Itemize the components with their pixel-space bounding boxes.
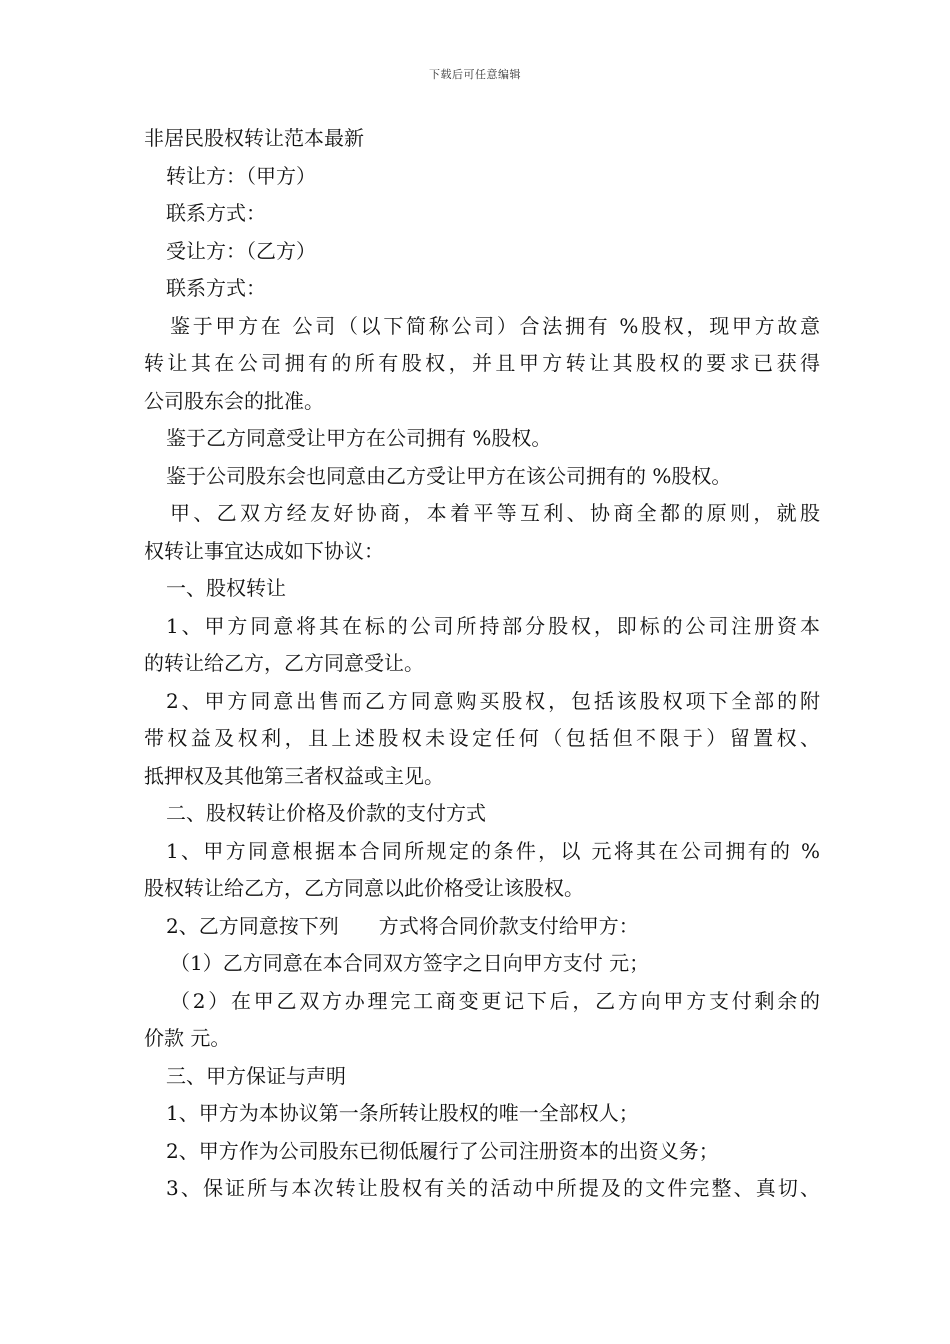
clause-line: 2、甲方同意出售而乙方同意购买股权，包括该股权项下全部的附	[166, 688, 820, 713]
recital-line: 公司股东会的批准。	[144, 388, 324, 413]
agreement-intro-line: 甲、乙双方经友好协商，本着平等互利、协商全都的原则，就股	[170, 501, 820, 525]
page-header-note: 下载后可任意编辑	[429, 68, 521, 81]
recital-line: 鉴于甲方在 公司（以下简称公司）合法拥有 %股权，现甲方故意	[170, 313, 820, 338]
recital-line: 鉴于公司股东会也同意由乙方受让甲方在该公司拥有的 %股权。	[166, 463, 732, 488]
clause-line: 带权益及权利，且上述股权未设定任何（包括但不限于）留置权、	[144, 726, 820, 750]
clause-line: 价款 元。	[144, 1026, 231, 1050]
clause-line: 1、甲方同意将其在标的公司所持部分股权，即标的公司注册资本	[166, 613, 820, 638]
document-body	[144, 120, 820, 1208]
transferor-contact-line: 联系方式：	[166, 201, 266, 225]
recital-line: 转让其在公司拥有的所有股权，并且甲方转让其股权的要求已获得	[144, 351, 820, 375]
document-title: 非居民股权转让范本最新	[144, 126, 364, 150]
clause-line: 1、甲方同意根据本合同所规定的条件，以 元将其在公司拥有的 %	[166, 838, 820, 863]
agreement-intro-line: 权转让事宜达成如下协议：	[144, 538, 384, 563]
clause-line: 1、甲方为本协议第一条所转让股权的唯一全部权人；	[166, 1101, 639, 1125]
recital-line: 鉴于乙方同意受让甲方在公司拥有 %股权。	[166, 426, 552, 450]
clause-line: （1）乙方同意在本合同双方签字之日向甲方支付 元；	[170, 951, 650, 975]
transferee-contact-line: 联系方式：	[166, 276, 266, 300]
clause-line: 股权转让给乙方，乙方同意以此价格受让该股权。	[144, 876, 584, 900]
transferor-line: 转让方：（甲方）	[166, 163, 316, 188]
section-heading: 二、股权转让价格及价款的支付方式	[166, 801, 486, 825]
clause-line: 3、保证所与本次转让股权有关的活动中所提及的文件完整、真切、	[166, 1176, 820, 1200]
clause-line: 的转让给乙方，乙方同意受让。	[144, 651, 424, 675]
section-heading: 一、股权转让	[166, 576, 286, 600]
clause-line: 抵押权及其他第三者权益或主见。	[144, 763, 444, 788]
section-heading: 三、甲方保证与声明	[166, 1063, 346, 1088]
transferee-line: 受让方：（乙方）	[166, 238, 316, 263]
clause-line: 2、甲方作为公司股东已彻低履行了公司注册资本的出资义务；	[166, 1138, 719, 1163]
clause-line: （2）在甲乙双方办理完工商变更记下后，乙方向甲方支付剩余的	[170, 988, 820, 1013]
clause-line: 2、乙方同意按下列 方式将合同价款支付给甲方：	[166, 913, 639, 938]
